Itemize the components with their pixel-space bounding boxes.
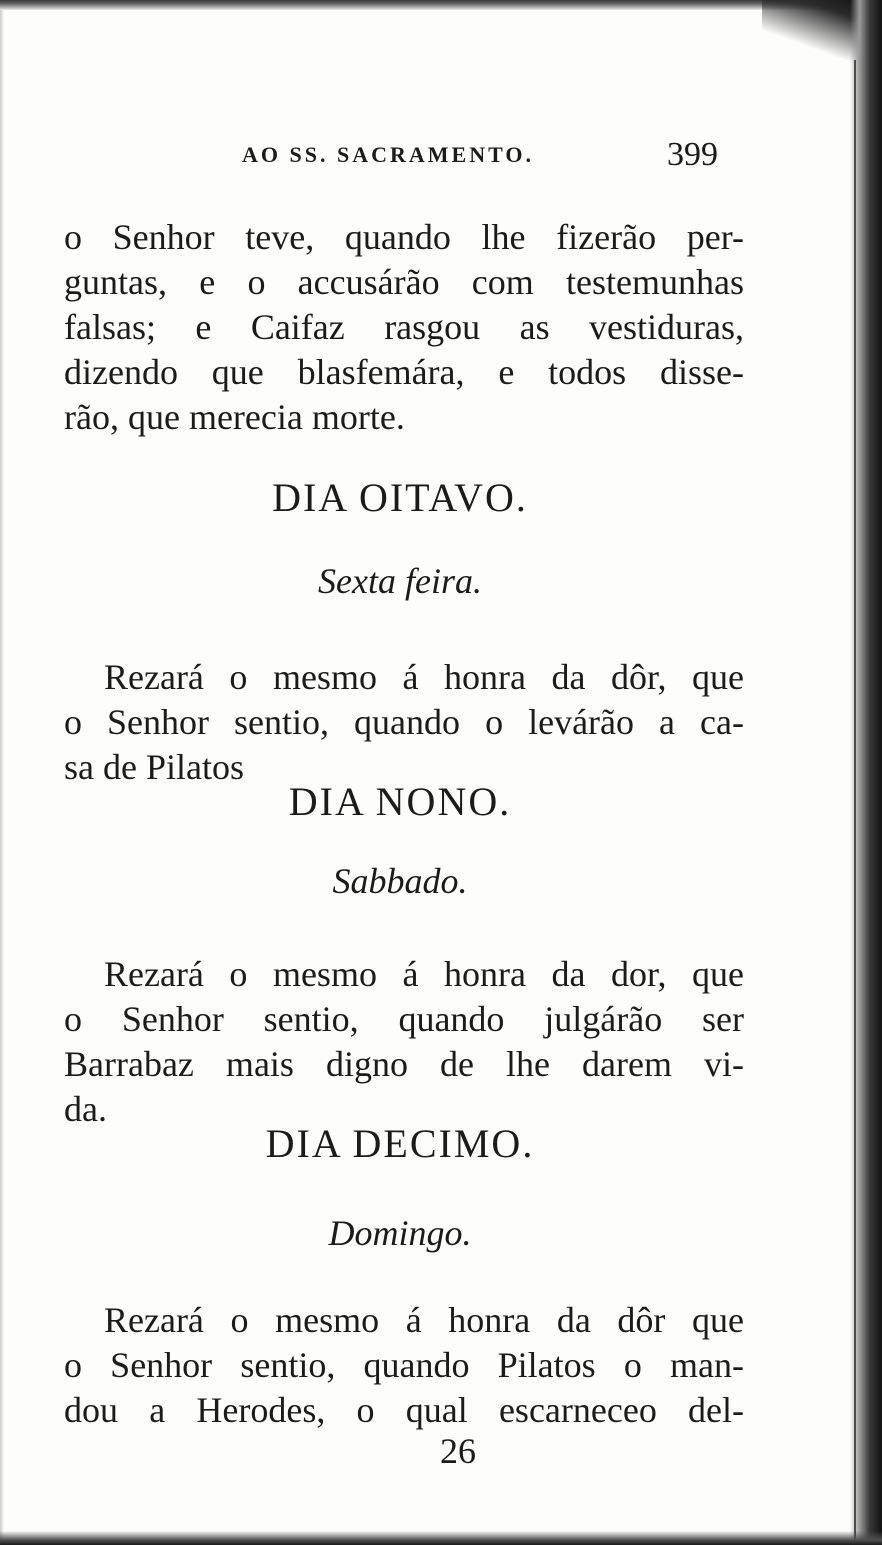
section-paragraph-day-10: [64, 1298, 744, 1433]
text-line: dizendo que blasfemára, e todos disse-: [64, 352, 744, 392]
text-line: sa de Pilatos: [64, 747, 244, 787]
section-paragraph-day-8: [64, 655, 744, 790]
text-line: falsas; e Caifaz rasgou as vestiduras,: [64, 307, 744, 347]
text-line: o Senhor sentio, quando o levárão a ca-: [64, 702, 744, 742]
section-heading-day-9: DIA NONO.: [288, 779, 512, 824]
paragraph-continuation: [64, 215, 744, 440]
signature-mark: 26: [440, 1431, 476, 1471]
text-line: Rezará o mesmo á honra da dôr, que: [104, 657, 744, 697]
text-line: Rezará o mesmo á honra da dor, que: [104, 954, 744, 994]
page-edge-line: [854, 60, 856, 1540]
section-heading-day-8: DIA OITAVO.: [272, 475, 528, 520]
section-weekday-day-10: Domingo.: [328, 1213, 472, 1253]
text-line: guntas, e o accusárão com testemunhas: [64, 262, 744, 302]
section-weekday-day-9: Sabbado.: [332, 861, 468, 901]
text-line: rão, que merecia morte.: [64, 397, 405, 437]
section-heading-day-10: DIA DECIMO.: [265, 1121, 535, 1166]
text-line: o Senhor sentio, quando Pilatos o man-: [64, 1345, 744, 1385]
scan-top-edge: [0, 0, 882, 10]
scan-left-edge: [0, 0, 4, 1545]
page-header: [242, 136, 742, 176]
page-number: 399: [667, 136, 718, 173]
text-line: Barrabaz mais digno de lhe darem vi-: [64, 1044, 744, 1084]
text-line: dou a Herodes, o qual escarneceo del-: [64, 1390, 744, 1430]
scan-bottom-edge: [0, 1531, 882, 1545]
text-line: da.: [64, 1089, 107, 1129]
section-paragraph-day-9: [64, 952, 744, 1132]
text-line: o Senhor teve, quando lhe fizerão per-: [64, 217, 744, 257]
running-head: AO SS. SACRAMENTO.: [242, 142, 534, 167]
section-weekday-day-8: Sexta feira.: [318, 561, 482, 601]
text-line: Rezará o mesmo á honra da dôr que: [104, 1300, 744, 1340]
text-line: o Senhor sentio, quando julgárão ser: [64, 999, 744, 1039]
